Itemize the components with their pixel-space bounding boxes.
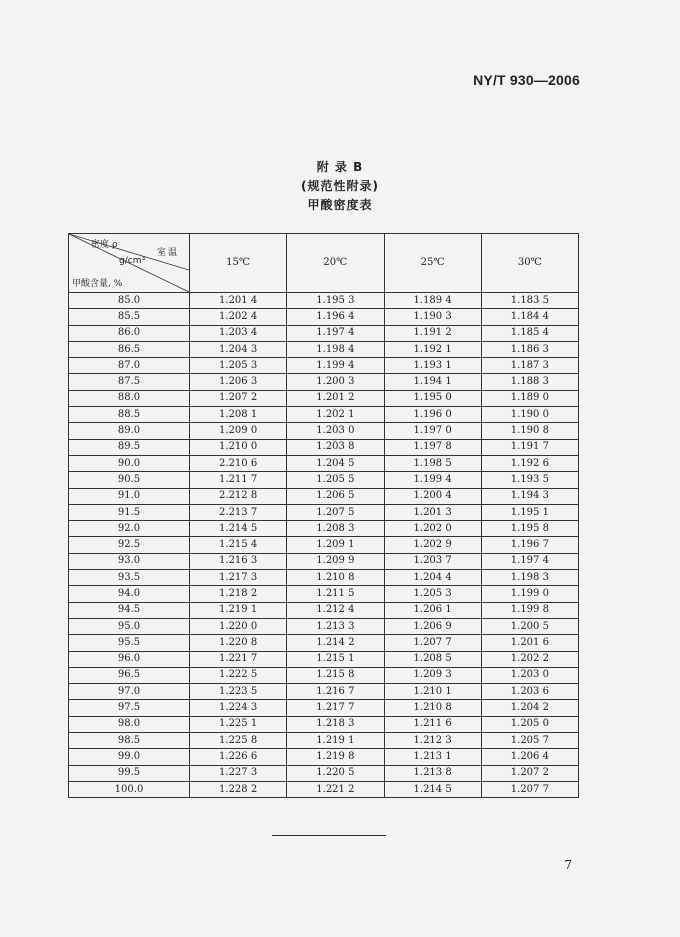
density-cell: 1.208 1 — [190, 407, 287, 423]
table-row — [69, 733, 579, 749]
formic-content-cell: 87.5 — [69, 374, 190, 390]
density-cell: 1.195 0 — [384, 390, 481, 406]
density-cell: 1.184 4 — [481, 309, 578, 325]
density-cell: 1.198 5 — [384, 455, 481, 471]
table-row — [69, 635, 579, 651]
table-row — [69, 390, 579, 406]
density-cell: 1.203 4 — [190, 325, 287, 341]
table-row — [69, 309, 579, 325]
density-cell: 1.199 0 — [481, 586, 578, 602]
density-cell: 1.211 7 — [190, 472, 287, 488]
density-cell: 1.213 3 — [287, 618, 384, 634]
formic-content-cell: 91.0 — [69, 488, 190, 504]
table-row — [69, 781, 579, 797]
table-row — [69, 749, 579, 765]
table-row — [69, 553, 579, 569]
density-cell: 1.228 2 — [190, 781, 287, 797]
density-cell: 1.220 0 — [190, 618, 287, 634]
density-cell: 1.191 7 — [481, 439, 578, 455]
density-cell: 1.215 1 — [287, 651, 384, 667]
table-row — [69, 700, 579, 716]
density-cell: 1.211 5 — [287, 586, 384, 602]
density-cell: 1.215 8 — [287, 667, 384, 683]
density-cell: 1.227 3 — [190, 765, 287, 781]
formic-content-cell: 87.0 — [69, 358, 190, 374]
density-cell: 1.189 4 — [384, 293, 481, 309]
density-cell: 1.190 0 — [481, 407, 578, 423]
formic-content-cell: 96.5 — [69, 667, 190, 683]
formic-content-cell: 85.5 — [69, 309, 190, 325]
density-cell: 1.204 4 — [384, 570, 481, 586]
formic-content-cell: 94.5 — [69, 602, 190, 618]
density-cell: 1.195 1 — [481, 504, 578, 520]
density-cell: 1.220 5 — [287, 765, 384, 781]
density-cell: 1.220 8 — [190, 635, 287, 651]
density-cell: 1.213 8 — [384, 765, 481, 781]
density-cell: 1.221 2 — [287, 781, 384, 797]
density-cell: 2.213 7 — [190, 504, 287, 520]
table-row — [69, 293, 579, 309]
formic-content-cell: 100.0 — [69, 781, 190, 797]
formic-content-cell: 98.0 — [69, 716, 190, 732]
density-cell: 1.192 1 — [384, 341, 481, 357]
density-cell: 1.225 1 — [190, 716, 287, 732]
formic-content-cell: 94.0 — [69, 586, 190, 602]
page-number: 7 — [564, 858, 572, 872]
table-row — [69, 684, 579, 700]
table-row — [69, 488, 579, 504]
formic-content-cell: 89.0 — [69, 423, 190, 439]
density-cell: 1.197 4 — [287, 325, 384, 341]
density-cell: 1.217 3 — [190, 570, 287, 586]
density-cell: 1.192 6 — [481, 455, 578, 471]
table-title: 甲酸密度表 — [307, 198, 373, 212]
density-cell: 1.207 2 — [190, 390, 287, 406]
formic-content-cell: 90.5 — [69, 472, 190, 488]
density-cell: 1.199 4 — [384, 472, 481, 488]
density-cell: 1.197 8 — [384, 439, 481, 455]
density-cell: 1.214 5 — [384, 781, 481, 797]
density-cell: 1.195 8 — [481, 521, 578, 537]
density-cell: 2.212 8 — [190, 488, 287, 504]
table-row — [69, 586, 579, 602]
formic-content-cell: 92.5 — [69, 537, 190, 553]
density-cell: 1.205 5 — [287, 472, 384, 488]
table-row — [69, 602, 579, 618]
appendix-heading — [0, 158, 680, 215]
density-cell: 1.204 2 — [481, 700, 578, 716]
density-cell: 1.225 8 — [190, 733, 287, 749]
density-cell: 1.186 3 — [481, 341, 578, 357]
formic-content-cell: 89.5 — [69, 439, 190, 455]
formic-content-cell: 97.0 — [69, 684, 190, 700]
table-row — [69, 455, 579, 471]
density-cell: 1.210 1 — [384, 684, 481, 700]
table-header-row — [69, 234, 579, 293]
density-cell: 1.210 0 — [190, 439, 287, 455]
formic-content-cell: 99.5 — [69, 765, 190, 781]
density-cell: 1.185 4 — [481, 325, 578, 341]
formic-content-cell: 99.0 — [69, 749, 190, 765]
density-cell: 1.219 1 — [190, 602, 287, 618]
density-label: 密度 ρ — [91, 240, 118, 250]
density-cell: 1.183 5 — [481, 293, 578, 309]
density-cell: 1.223 5 — [190, 684, 287, 700]
density-cell: 1.201 2 — [287, 390, 384, 406]
standard-number: NY/T 930—2006 — [473, 72, 580, 88]
density-cell: 1.201 4 — [190, 293, 287, 309]
density-cell: 1.209 0 — [190, 423, 287, 439]
density-cell: 1.216 7 — [287, 684, 384, 700]
density-cell: 1.208 3 — [287, 521, 384, 537]
appendix-title: 附 录 B — [316, 160, 364, 174]
density-cell: 1.199 8 — [481, 602, 578, 618]
table-row — [69, 439, 579, 455]
corner-header-cell — [69, 234, 190, 293]
density-cell: 1.190 3 — [384, 309, 481, 325]
density-cell: 1.197 4 — [481, 553, 578, 569]
table-row — [69, 472, 579, 488]
formic-content-cell: 92.0 — [69, 521, 190, 537]
table-row — [69, 618, 579, 634]
density-cell: 1.195 3 — [287, 293, 384, 309]
density-cell: 1.210 8 — [287, 570, 384, 586]
density-cell: 1.214 2 — [287, 635, 384, 651]
density-cell: 1.205 0 — [481, 716, 578, 732]
density-cell: 1.207 7 — [481, 781, 578, 797]
formic-content-cell: 88.5 — [69, 407, 190, 423]
density-cell: 1.201 3 — [384, 504, 481, 520]
density-cell: 1.203 0 — [481, 667, 578, 683]
density-cell: 1.187 3 — [481, 358, 578, 374]
density-cell: 1.216 3 — [190, 553, 287, 569]
density-cell: 1.202 9 — [384, 537, 481, 553]
table-row — [69, 374, 579, 390]
table-row — [69, 537, 579, 553]
density-table — [68, 233, 579, 798]
density-cell: 1.207 7 — [384, 635, 481, 651]
table-row — [69, 521, 579, 537]
density-cell: 1.207 5 — [287, 504, 384, 520]
density-cell: 1.205 3 — [384, 586, 481, 602]
table-row — [69, 765, 579, 781]
formic-content-cell: 86.5 — [69, 341, 190, 357]
table-row — [69, 407, 579, 423]
density-cell: 1.196 7 — [481, 537, 578, 553]
density-cell: 1.190 8 — [481, 423, 578, 439]
density-cell: 1.205 3 — [190, 358, 287, 374]
density-cell: 1.212 3 — [384, 733, 481, 749]
density-cell: 1.198 3 — [481, 570, 578, 586]
unit-label: g/cm³ — [119, 256, 146, 266]
temp-header-20: 20℃ — [287, 234, 384, 293]
density-cell: 1.207 2 — [481, 765, 578, 781]
density-cell: 1.189 0 — [481, 390, 578, 406]
formic-content-cell: 93.0 — [69, 553, 190, 569]
density-cell: 1.200 4 — [384, 488, 481, 504]
density-cell: 1.224 3 — [190, 700, 287, 716]
density-cell: 1.198 4 — [287, 341, 384, 357]
density-cell: 1.202 0 — [384, 521, 481, 537]
formic-content-cell: 93.5 — [69, 570, 190, 586]
temp-header-30: 30℃ — [481, 234, 578, 293]
density-cell: 1.219 8 — [287, 749, 384, 765]
density-cell: 1.209 1 — [287, 537, 384, 553]
density-cell: 1.222 5 — [190, 667, 287, 683]
density-cell: 1.193 1 — [384, 358, 481, 374]
density-cell: 1.206 4 — [481, 749, 578, 765]
density-cell: 1.215 4 — [190, 537, 287, 553]
density-cell: 1.206 1 — [384, 602, 481, 618]
formic-content-cell: 97.5 — [69, 700, 190, 716]
density-cell: 1.203 8 — [287, 439, 384, 455]
density-cell: 1.221 7 — [190, 651, 287, 667]
density-cell: 1.205 7 — [481, 733, 578, 749]
density-cell: 1.213 1 — [384, 749, 481, 765]
formic-content-cell: 90.0 — [69, 455, 190, 471]
density-cell: 1.217 7 — [287, 700, 384, 716]
density-cell: 1.206 3 — [190, 374, 287, 390]
density-cell: 1.194 1 — [384, 374, 481, 390]
table-row — [69, 651, 579, 667]
density-cell: 1.219 1 — [287, 733, 384, 749]
density-cell: 1.200 5 — [481, 618, 578, 634]
density-cell: 1.193 5 — [481, 472, 578, 488]
density-cell: 1.201 6 — [481, 635, 578, 651]
formic-content-cell: 98.5 — [69, 733, 190, 749]
density-cell: 1.218 3 — [287, 716, 384, 732]
density-cell: 2.210 6 — [190, 455, 287, 471]
formic-content-cell: 88.0 — [69, 390, 190, 406]
formic-content-cell: 86.0 — [69, 325, 190, 341]
density-cell: 1.191 2 — [384, 325, 481, 341]
density-cell: 1.214 5 — [190, 521, 287, 537]
table-row — [69, 504, 579, 520]
table-body — [69, 293, 579, 798]
density-cell: 1.204 3 — [190, 341, 287, 357]
density-cell: 1.210 8 — [384, 700, 481, 716]
density-cell: 1.194 3 — [481, 488, 578, 504]
appendix-subtitle: (规范性附录) — [301, 179, 379, 193]
table-row — [69, 341, 579, 357]
density-cell: 1.197 0 — [384, 423, 481, 439]
table-row — [69, 667, 579, 683]
footer-rule — [272, 835, 386, 836]
density-cell: 1.203 7 — [384, 553, 481, 569]
formic-content-cell: 91.5 — [69, 504, 190, 520]
density-cell: 1.208 5 — [384, 651, 481, 667]
density-cell: 1.204 5 — [287, 455, 384, 471]
formic-content-cell: 96.0 — [69, 651, 190, 667]
formic-content-cell: 95.0 — [69, 618, 190, 634]
table-row — [69, 325, 579, 341]
table-row — [69, 570, 579, 586]
room-temp-label: 室温 — [157, 248, 180, 258]
density-cell: 1.196 0 — [384, 407, 481, 423]
formic-content-cell: 85.0 — [69, 293, 190, 309]
temp-header-25: 25℃ — [384, 234, 481, 293]
density-cell: 1.209 3 — [384, 667, 481, 683]
density-cell: 1.211 6 — [384, 716, 481, 732]
density-cell: 1.188 3 — [481, 374, 578, 390]
density-cell: 1.206 5 — [287, 488, 384, 504]
density-cell: 1.203 6 — [481, 684, 578, 700]
density-cell: 1.200 3 — [287, 374, 384, 390]
formic-content-label: 甲酸含量, % — [72, 279, 123, 289]
density-cell: 1.196 4 — [287, 309, 384, 325]
density-cell: 1.209 9 — [287, 553, 384, 569]
density-cell: 1.212 4 — [287, 602, 384, 618]
table-row — [69, 716, 579, 732]
table-row — [69, 423, 579, 439]
density-cell: 1.202 1 — [287, 407, 384, 423]
density-cell: 1.203 0 — [287, 423, 384, 439]
density-cell: 1.202 2 — [481, 651, 578, 667]
density-cell: 1.218 2 — [190, 586, 287, 602]
density-cell: 1.226 6 — [190, 749, 287, 765]
formic-content-cell: 95.5 — [69, 635, 190, 651]
density-cell: 1.206 9 — [384, 618, 481, 634]
density-cell: 1.199 4 — [287, 358, 384, 374]
temp-header-15: 15℃ — [190, 234, 287, 293]
table-row — [69, 358, 579, 374]
density-cell: 1.202 4 — [190, 309, 287, 325]
